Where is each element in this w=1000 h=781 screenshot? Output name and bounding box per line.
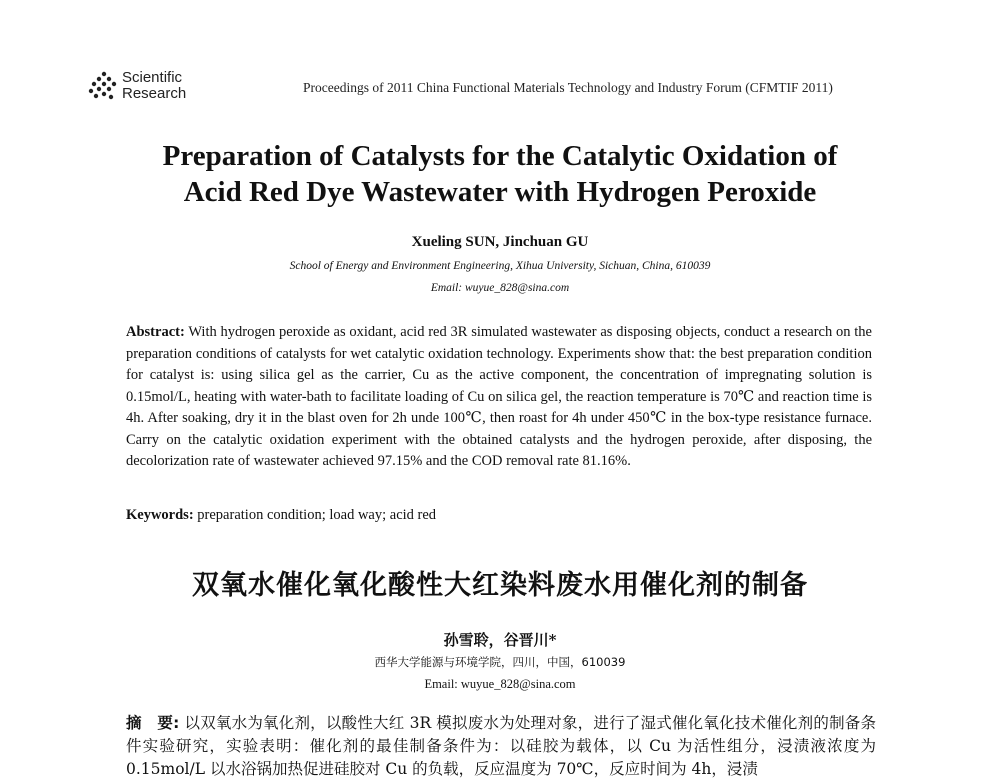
abstract-text: With hydrogen peroxide as oxidant, acid red 3R simulated wastewater as disposing objects, conduct a research on the preparation conditions of catalysts for wet catalytic oxidation technology. Experiments show that: the best preparation condition for catalyst is: using silica gel as the carrier, Cu as the active component, the concentration of impregnating solution is 0.15mol/L, heating with water-bath to facilitate loading of Cu on silica gel, the reaction temperature is 70℃ and reaction time is 4h. After soaking, dry it in the blast oven for 2h unde 100℃, then roast for 4h under 450℃ in the box-type resistance furnace. Carry on the catalytic oxidation experiment with the obtained catalysts and the hydrogen peroxide, after disposing, the decolorization rate of wastewater achieved 97.15% and the COD removal rate 81.16%. [126,324,872,469]
publisher-logo [88,70,186,102]
abstract-label: Abstract: [126,324,185,340]
keywords-label: Keywords: [126,507,194,523]
publisher-name [122,70,186,102]
chinese-abstract-label: 摘 要: [126,714,180,732]
chinese-authors: 孙雪聆，谷晋川* [443,631,557,649]
chinese-email: Email: wuyue_828@sina.com [424,677,576,691]
keywords-text: preparation condition; load way; acid red [197,507,437,523]
paper-title [0,138,1000,210]
keywords [126,507,872,524]
chinese-affiliation: 西华大学能源与环境学院，四川，中国，610039 [374,655,626,669]
affiliation: School of Energy and Environment Engineering, Xihua University, Sichuan, China, 610039 [289,260,711,272]
email: Email: wuyue_828@sina.com [430,282,570,294]
scientific-research-logo-icon [88,70,120,102]
paper-title-line2: Acid Red Dye Wastewater with Hydrogen Peroxide [183,176,817,208]
abstract [126,322,872,473]
chinese-abstract [126,712,876,781]
publisher-line1: Scientific [122,69,183,86]
chinese-title: 双氧水催化氧化酸性大红染料废水用催化剂的制备 [192,570,808,601]
paper-title-line1: Preparation of Catalysts for the Catalytic Oxidation of [162,140,838,172]
publisher-line2: Research [122,85,187,102]
proceedings-header: Proceedings of 2011 China Functional Materials Technology and Industry Forum (CFMTIF 2011) [303,80,833,95]
chinese-abstract-text: 以双氧水为氧化剂，以酸性大红 3R 模拟废水为处理对象，进行了湿式催化氧化技术催化剂的制备条件实验研究，实验表明：催化剂的最佳制备条件为：以硅胶为载体，以 Cu 为活性组分，浸渍液浓度为 0.15mol/L 以水浴锅加热促进硅胶对 Cu 的负载，反应温度为 70℃，反应时间为 4h，浸渍 [126,714,876,778]
authors: Xueling SUN, Jinchuan GU [411,234,589,250]
